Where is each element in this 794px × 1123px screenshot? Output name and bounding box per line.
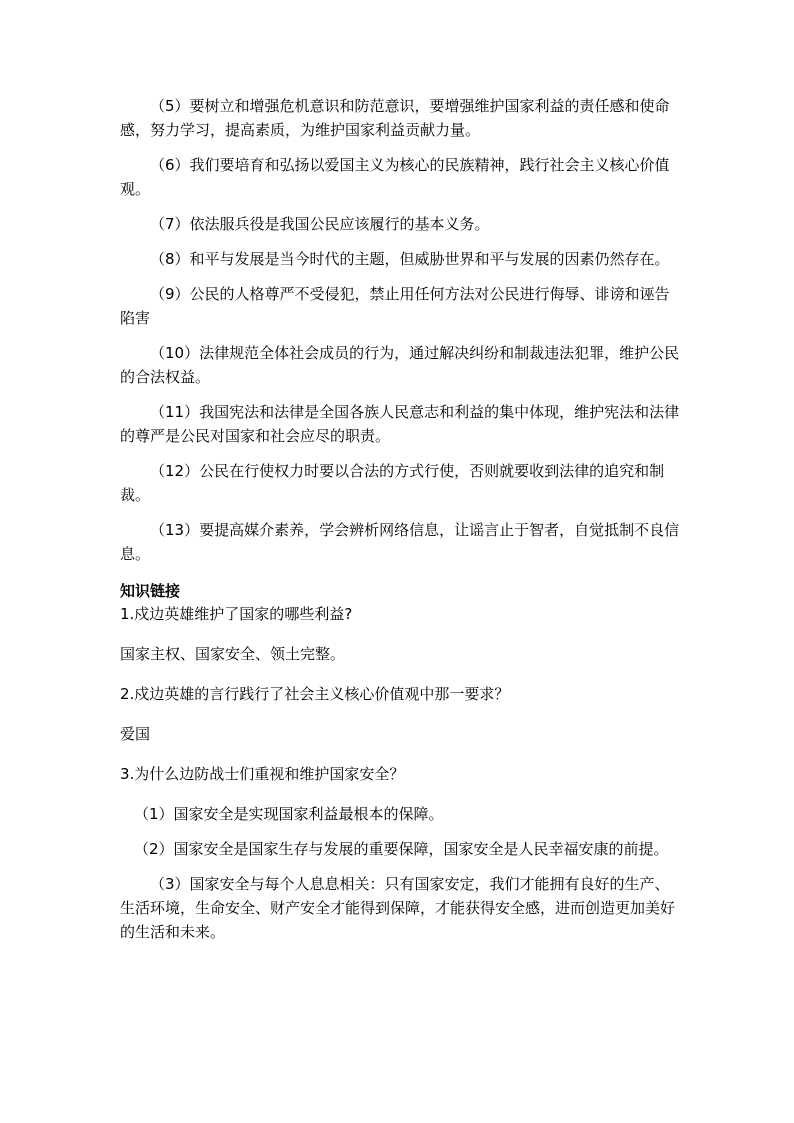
answer-3-point-3: （3）国家安全与每个人息息相关：只有国家安定，我们才能拥有良好的生产、生活环境，生命安全、财产安全才能得到保障，才能获得安全感，进而创造更加美好的生活和未来。: [120, 875, 676, 941]
point-13: （13）要提高媒介素养，学会辨析网络信息，让谣言止于智者，自觉抵制不良信息。: [120, 521, 680, 563]
answer-2: 爱国: [120, 725, 151, 743]
point-10: （10）法律规范全体社会成员的行为，通过解决纠纷和制裁违法犯罪，维护公民的合法权益。: [120, 344, 680, 386]
question-3: 3.为什么边防战士们重视和维护国家安全？: [120, 765, 405, 783]
knowledge-heading: 知识链接: [120, 582, 181, 600]
point-12: （12）公民在行使权力时要以合法的方式行使，否则就要收到法律的追究和制裁。: [120, 462, 665, 504]
point-9: （9）公民的人格尊严不受侵犯，禁止用任何方法对公民进行侮辱、诽谤和诬告陷害: [120, 285, 670, 327]
point-5: （5）要树立和增强危机意识和防范意识，要增强维护国家利益的责任感和使命感，努力学习，提高素质，为维护国家利益贡献力量。: [120, 97, 670, 139]
point-8: （8）和平与发展是当今时代的主题，但威胁世界和平与发展的因素仍然存在。: [150, 250, 670, 268]
document-page: [120, 94, 680, 955]
point-6: （6）我们要培育和弘扬以爱国主义为核心的民族精神，践行社会主义核心价值观。: [120, 156, 670, 198]
question-1: 1.戍边英雄维护了国家的哪些利益?: [120, 605, 353, 623]
answer-1: 国家主权、国家安全、领土完整。: [120, 645, 346, 663]
answer-3-point-2: （2）国家安全是国家生存与发展的重要保障，国家安全是人民幸福安康的前提。: [134, 840, 669, 858]
question-2: 2.戍边英雄的言行践行了社会主义核心价值观中那一要求？: [120, 685, 510, 703]
answer-3-point-1: （1）国家安全是实现国家利益最根本的保障。: [134, 805, 444, 823]
point-7: （7）依法服兵役是我国公民应该履行的基本义务。: [150, 215, 490, 233]
point-11: （11）我国宪法和法律是全国各族人民意志和利益的集中体现，维护宪法和法律的尊严是公民对国家和社会应尽的职责。: [120, 403, 680, 445]
